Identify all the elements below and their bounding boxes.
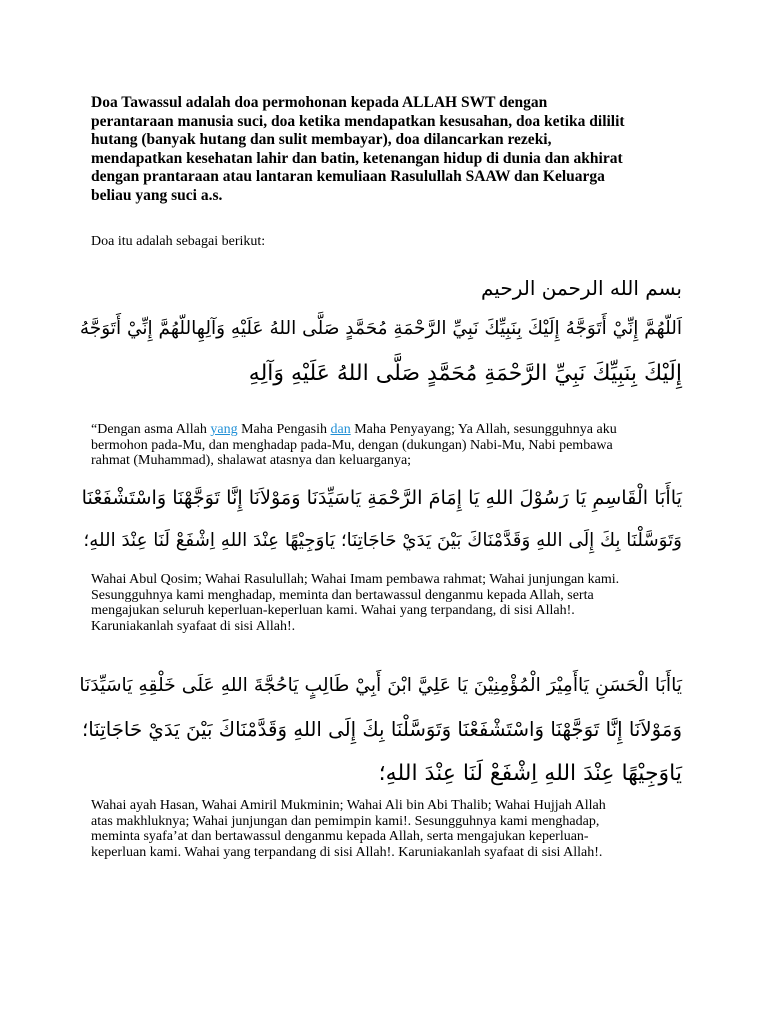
translation-line: meminta syafa’at dan bertawassul denganmu kepada Allah, serta mengajukan keperluan- <box>91 829 589 844</box>
translation-paragraph-1 <box>91 422 681 469</box>
lead-text <box>91 234 681 250</box>
arabic-line: يَاأَبَا الْقَاسِمِ يَا رَسُوْلَ اللهِ يَا إِمَامَ الرَّحْمَةِ يَاسَيِّدَنَا وَمَوْلاَنَا إِنَّا تَوَجَّهْنَا وَاسْتَشْفَعْنَا <box>81 486 682 509</box>
arabic-line: وَمَوْلاَنَا إِنَّا تَوَجَّهْنَا وَاسْتَشْفَعْنَا وَتَوَسَّلْنَا بِكَ إِلَى اللهِ وَقَدَّمْنَاكَ بَيْنَ يَدَيْ حَاجَاتِنَا؛ <box>81 718 682 741</box>
arabic-line: يَاأَبَا الْحَسَنِ يَاأَمِيْرَ الْمُؤْمِنِيْنَ يَا عَلِيَّ ابْنَ أَبِيْ طَالِبٍ يَاحُجَّةَ اللهِ عَلَى خَلْقِهِ يَاسَيِّدَنَا <box>79 675 682 696</box>
translation-paragraph-3 <box>91 798 681 860</box>
intro-line: dengan prantaraan atau lantaran kemuliaan Rasulullah SAAW dan Keluarga <box>91 168 605 185</box>
intro-paragraph <box>91 94 681 205</box>
intro-line: beliau yang suci a.s. <box>91 186 223 204</box>
translation-text: Maha Pengasih <box>237 422 331 437</box>
lead-line: Doa itu adalah sebagai berikut: <box>91 234 266 249</box>
translation-line: mengajukan seluruh keperluan-keperluan kami. Wahai yang terpandang, di sisi Allah!. <box>91 603 575 618</box>
arabic-prayer-1 <box>79 306 682 396</box>
translation-line: keperluan kami. Wahai yang terpandang di sisi Allah!. Karuniakanlah syafaat di sisi Allah!. <box>91 844 603 860</box>
translation-line: Wahai Abul Qosim; Wahai Rasulullah; Wahai Imam pembawa rahmat; Wahai junjungan kami. <box>91 572 620 587</box>
hyperlink-yang[interactable]: yang <box>210 422 238 437</box>
basmalah-text: بسم الله الرحمن الرحيم <box>480 276 682 300</box>
translation-line: Wahai ayah Hasan, Wahai Amiril Mukminin; Wahai Ali bin Abi Thalib; Wahai Hujjah Allah <box>91 798 606 813</box>
translation-line: Sesungguhnya kami menghadap, meminta dan bertawassul denganmu kepada Allah, serta <box>91 587 594 603</box>
arabic-line: يَاوَجِيْهًا عِنْدَ اللهِ اِشْفَعْ لَنَا عِنْدَ اللهِ؛ <box>378 761 682 786</box>
hyperlink-dan[interactable]: dan <box>330 422 351 437</box>
arabic-prayer-2 <box>82 476 682 562</box>
intro-line: Doa Tawassul adalah doa permohonan kepada ALLAH SWT dengan <box>91 94 548 111</box>
intro-line: hutang (banyak hutang dan sulit membayar), doa dilancarkan rezeki, <box>91 131 552 148</box>
translation-line: atas makhluknya; Wahai junjungan dan pemimpin kami!. Sesungguhnya kami menghadap, <box>91 813 600 829</box>
arabic-line: إِلَيْكَ بِنَبِيِّكَ نَبِيِّ الرَّحْمَةِ مُحَمَّدٍ صَلَّى اللهُ عَلَيْهِ وَآلِهِ <box>248 361 682 386</box>
arabic-prayer-3 <box>79 664 682 796</box>
intro-line: perantaraan manusia suci, doa ketika mendapatkan kesusahan, doa ketika dililit <box>91 112 625 130</box>
arabic-line: وَتَوَسَّلْنَا بِكَ إِلَى اللهِ وَقَدَّمْنَاكَ بَيْنَ يَدَيْ حَاجَاتِنَا؛ يَاوَجِيْهًا عِنْدَ اللهِ اِشْفَعْ لَنَا عِنْدَ اللهِ؛ <box>83 530 682 551</box>
basmalah <box>82 275 682 301</box>
translation-line: Karuniakanlah syafaat di sisi Allah!. <box>91 618 296 634</box>
arabic-line: اَللّهُمَّ إِنِّيْ أَتَوَجَّهُ إِلَيْكَ بِنَبِيِّكَ نَبِيِّ الرَّحْمَةِ مُحَمَّدٍ صَلَّى اللهُ عَلَيْهِ وَآلِهِاللّهُمَّ إِنِّيْ أَتَوَجَّهُ <box>79 318 682 339</box>
translation-text: Maha Penyayang; Ya Allah, sesungguhnya aku <box>350 422 617 437</box>
intro-line: mendapatkan kesehatan lahir dan batin, ketenangan hidup di dunia dan akhirat <box>91 149 623 167</box>
translation-line: rahmat (Muhammad), shalawat atasnya dan keluarganya; <box>91 453 412 468</box>
translation-line: bermohon pada-Mu, dan menghadap pada-Mu, dengan (dukungan) Nabi-Mu, Nabi pembawa <box>91 437 613 453</box>
translation-line <box>91 422 681 438</box>
translation-text: “Dengan asma Allah <box>91 422 211 437</box>
translation-paragraph-2 <box>91 572 681 634</box>
